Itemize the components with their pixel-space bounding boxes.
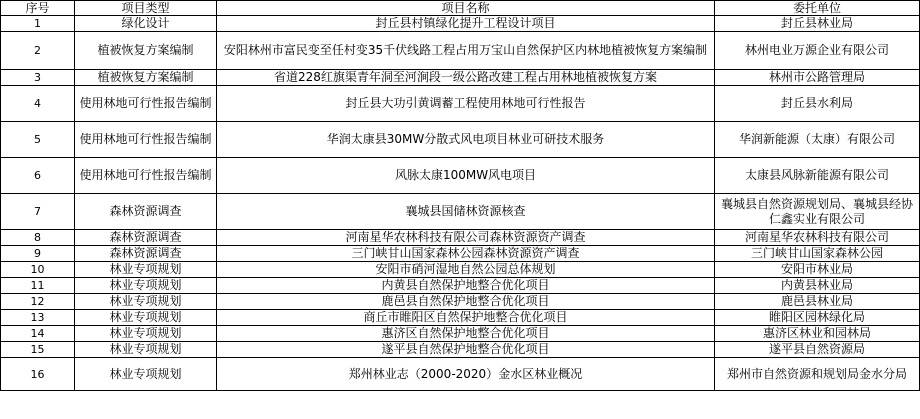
- table-row: [1, 194, 920, 230]
- table-row: [1, 310, 920, 326]
- row-type: 森林资源调查: [75, 194, 217, 230]
- row-type: 使用林地可行性报告编制: [75, 158, 217, 194]
- row-type: 林业专项规划: [75, 326, 217, 342]
- row-type: 植被恢复方案编制: [75, 32, 217, 70]
- row-no: 9: [1, 246, 75, 262]
- table-row: [1, 358, 920, 391]
- row-no: 11: [1, 278, 75, 294]
- row-type: 森林资源调查: [75, 246, 217, 262]
- row-type: 使用林地可行性报告编制: [75, 122, 217, 158]
- table-row: [1, 86, 920, 122]
- row-name: 鹿邑县自然保护地整合优化项目: [217, 294, 715, 310]
- table-row: [1, 32, 920, 70]
- row-client: 河南星华农林科技有限公司: [715, 230, 920, 246]
- row-type: 植被恢复方案编制: [75, 70, 217, 86]
- header-no: 序号: [1, 1, 75, 16]
- table-row: [1, 262, 920, 278]
- row-name: 安阳林州市富民变至任村变35千伏线路工程占用万宝山自然保护区内林地植被恢复方案编制: [217, 32, 715, 70]
- row-type: 林业专项规划: [75, 262, 217, 278]
- row-name: 三门峡甘山国家森林公园森林资源资产调查: [217, 246, 715, 262]
- row-name: 内黄县自然保护地整合优化项目: [217, 278, 715, 294]
- row-type: 森林资源调查: [75, 230, 217, 246]
- row-client: 遂平县自然资源局: [715, 342, 920, 358]
- row-no: 2: [1, 32, 75, 70]
- row-type: 使用林地可行性报告编制: [75, 86, 217, 122]
- row-client: 睢阳区园林绿化局: [715, 310, 920, 326]
- row-type: 绿化设计: [75, 16, 217, 32]
- row-client: 内黄县林业局: [715, 278, 920, 294]
- row-client: 封丘县林业局: [715, 16, 920, 32]
- row-no: 16: [1, 358, 75, 391]
- table-row: [1, 342, 920, 358]
- row-name: 封丘县大功引黄调蓄工程使用林地可行性报告: [217, 86, 715, 122]
- row-type: 林业专项规划: [75, 342, 217, 358]
- row-client: 安阳市林业局: [715, 262, 920, 278]
- row-no: 6: [1, 158, 75, 194]
- row-no: 15: [1, 342, 75, 358]
- row-client: 惠济区林业和园林局: [715, 326, 920, 342]
- row-no: 8: [1, 230, 75, 246]
- row-name: 商丘市睢阳区自然保护地整合优化项目: [217, 310, 715, 326]
- row-no: 13: [1, 310, 75, 326]
- row-name: 河南星华农林科技有限公司森林资源资产调查: [217, 230, 715, 246]
- row-type: 林业专项规划: [75, 310, 217, 326]
- table-row: [1, 246, 920, 262]
- row-client: 华润新能源（太康）有限公司: [715, 122, 920, 158]
- row-no: 3: [1, 70, 75, 86]
- table-row: [1, 278, 920, 294]
- row-client: 林州电业万源企业有限公司: [715, 32, 920, 70]
- row-name: 襄城县国储林资源核查: [217, 194, 715, 230]
- table-row: [1, 70, 920, 86]
- table-row: [1, 326, 920, 342]
- row-name: 封丘县村镇绿化提升工程设计项目: [217, 16, 715, 32]
- row-name: 风脉太康100MW风电项目: [217, 158, 715, 194]
- header-name: 项目名称: [217, 1, 715, 16]
- row-client: 太康县风脉新能源有限公司: [715, 158, 920, 194]
- row-no: 1: [1, 16, 75, 32]
- row-no: 10: [1, 262, 75, 278]
- table-row: [1, 122, 920, 158]
- row-type: 林业专项规划: [75, 358, 217, 391]
- row-name: 遂平县自然保护地整合优化项目: [217, 342, 715, 358]
- row-client: 襄城县自然资源规划局、襄城县经协仁鑫实业有限公司: [715, 194, 920, 230]
- row-name: 安阳市硝河湿地自然公园总体规划: [217, 262, 715, 278]
- table-row: [1, 294, 920, 310]
- table-row: [1, 158, 920, 194]
- row-no: 12: [1, 294, 75, 310]
- row-type: 林业专项规划: [75, 278, 217, 294]
- row-client: 封丘县水利局: [715, 86, 920, 122]
- row-name: 郑州林业志（2000-2020）金水区林业概况: [217, 358, 715, 391]
- header-type: 项目类型: [75, 1, 217, 16]
- table-row: [1, 16, 920, 32]
- row-name: 华润太康县30MW分散式风电项目林业可研技术服务: [217, 122, 715, 158]
- row-no: 14: [1, 326, 75, 342]
- table-row: [1, 230, 920, 246]
- header-row: [1, 1, 920, 16]
- row-client: 郑州市自然资源和规划局金水分局: [715, 358, 920, 391]
- row-no: 5: [1, 122, 75, 158]
- row-no: 7: [1, 194, 75, 230]
- row-client: 鹿邑县林业局: [715, 294, 920, 310]
- row-type: 林业专项规划: [75, 294, 217, 310]
- row-client: 林州市公路管理局: [715, 70, 920, 86]
- header-client: 委托单位: [715, 1, 920, 16]
- row-name: 惠济区自然保护地整合优化项目: [217, 326, 715, 342]
- row-name: 省道228红旗渠青年洞至河涧段一级公路改建工程占用林地植被恢复方案: [217, 70, 715, 86]
- row-client: 三门峡甘山国家森林公园: [715, 246, 920, 262]
- row-no: 4: [1, 86, 75, 122]
